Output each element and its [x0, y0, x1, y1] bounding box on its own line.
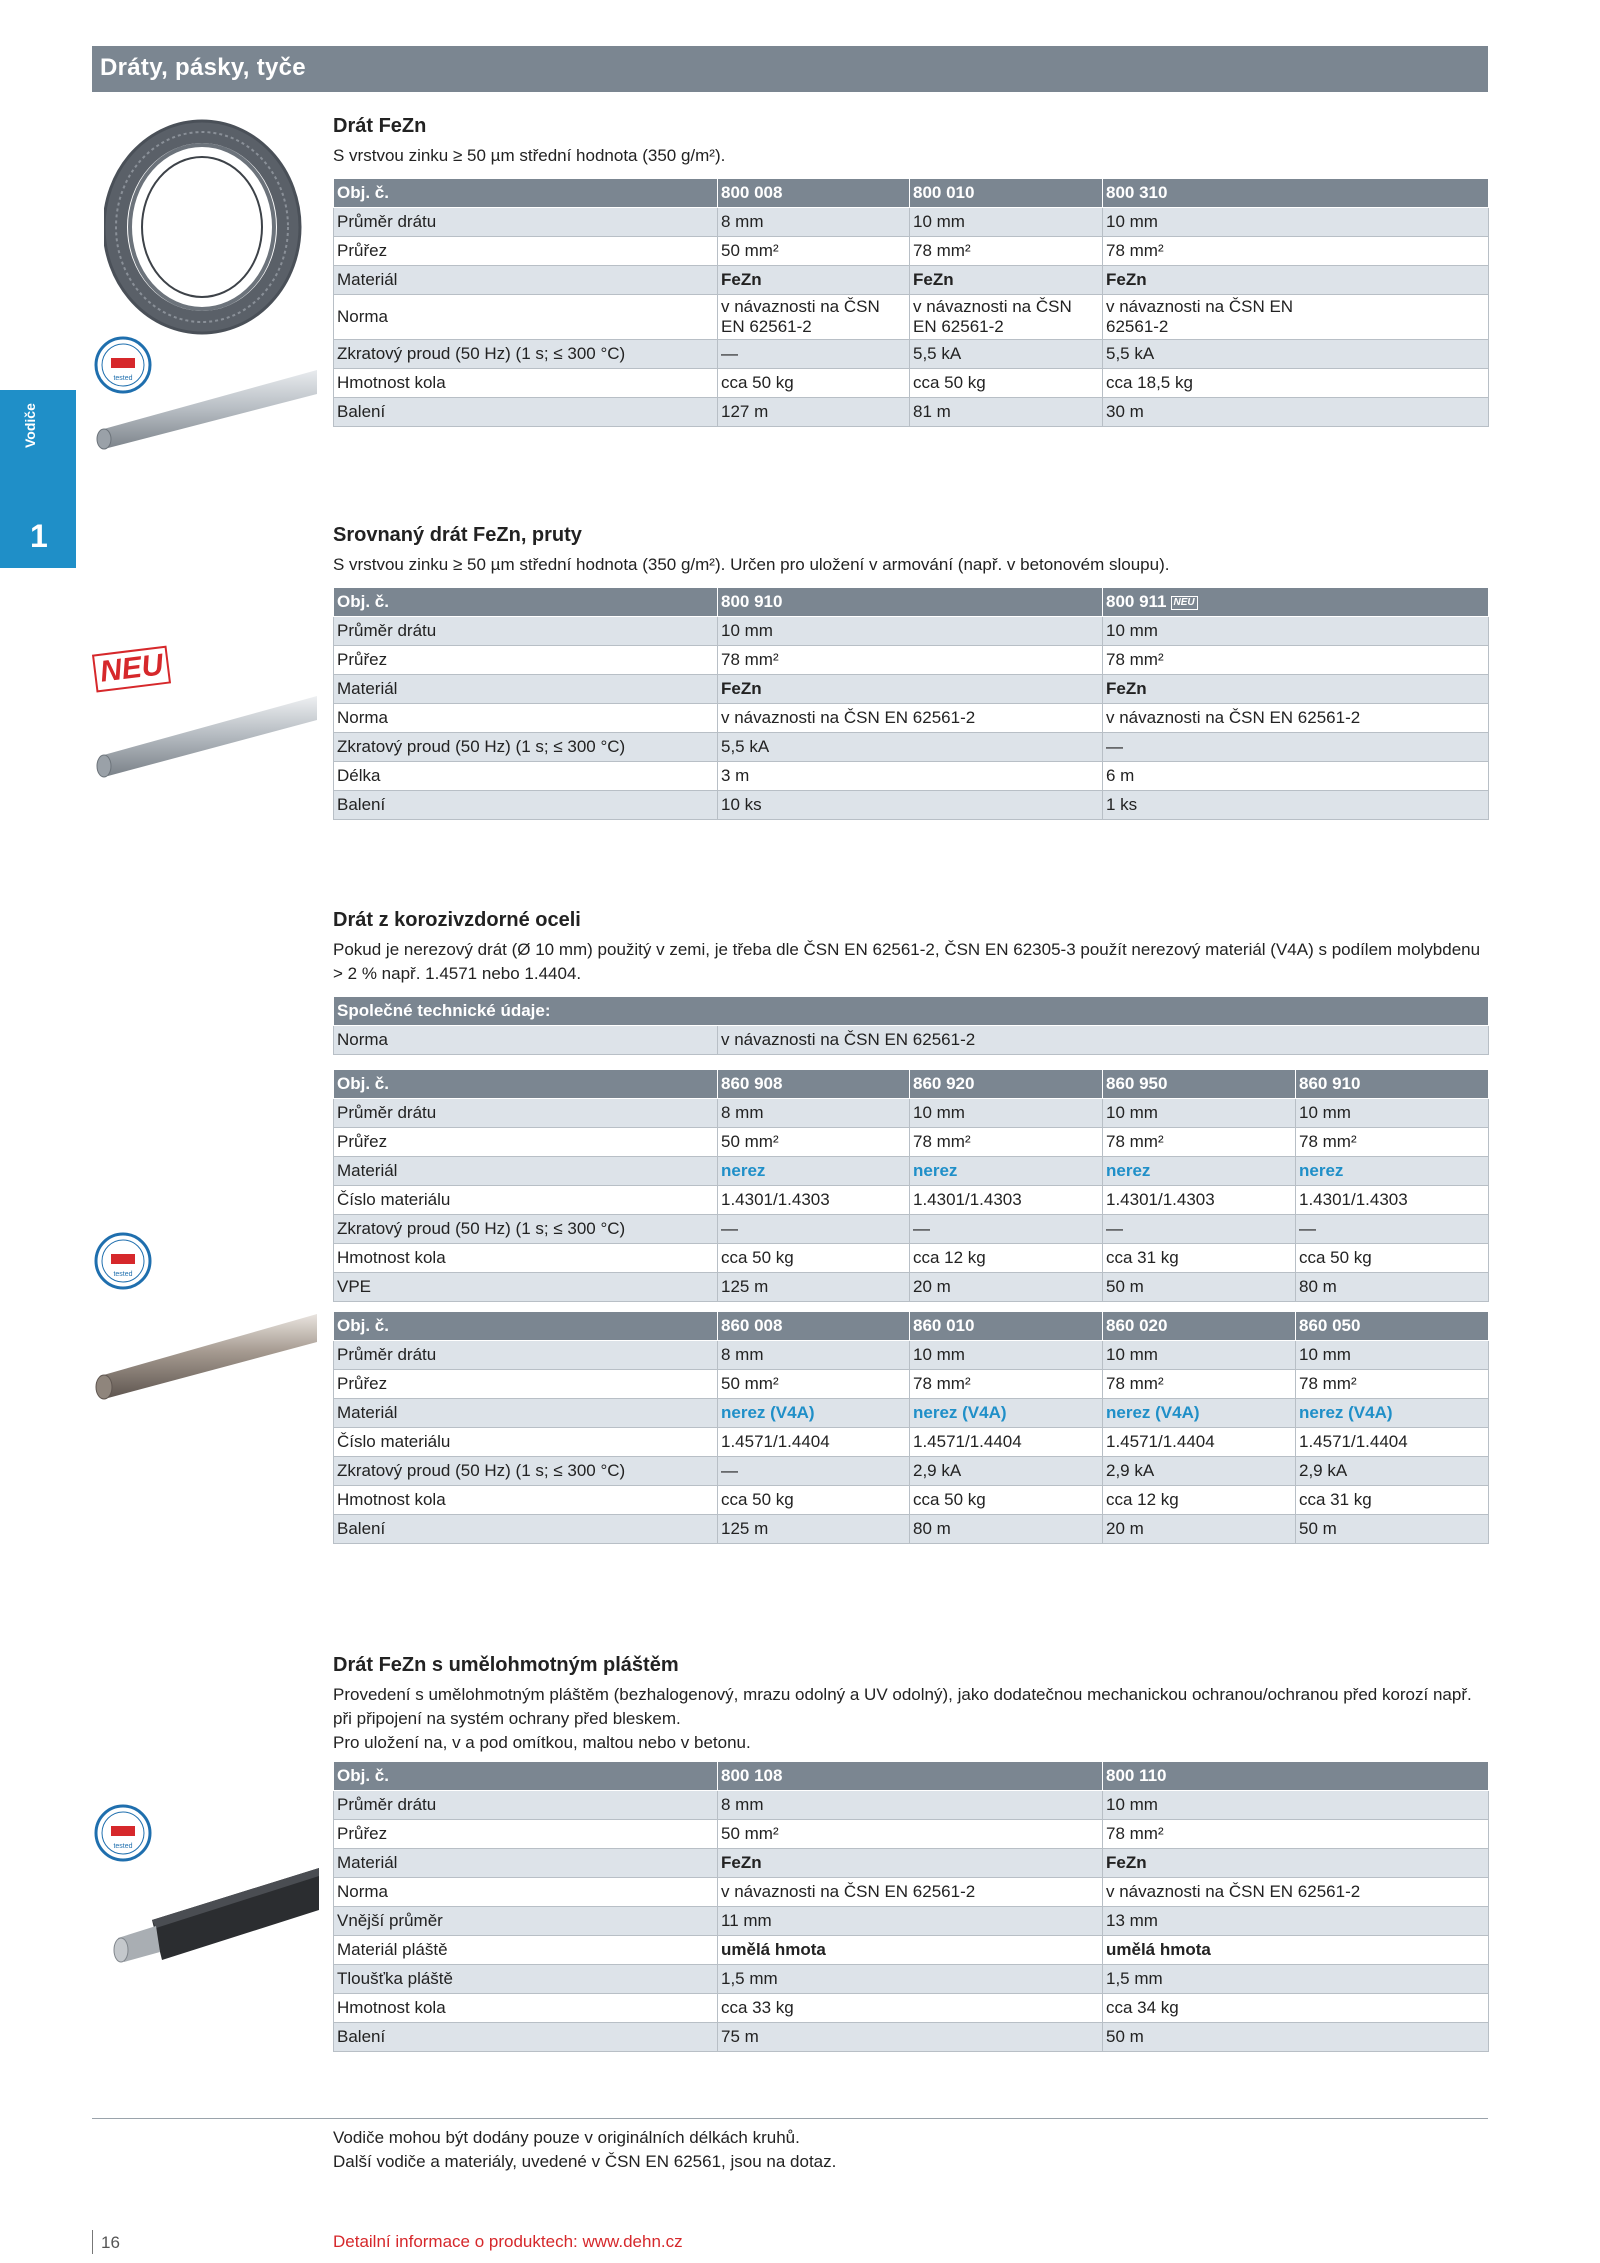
- table-cell: 125 m: [718, 1273, 910, 1302]
- table-row: [334, 295, 1489, 340]
- table-header-row: [334, 997, 1489, 1026]
- tested-badge-text: tested: [113, 1271, 133, 1278]
- table-cell: 78 mm²: [1103, 237, 1489, 266]
- tested-badge-text: tested: [113, 1843, 133, 1850]
- table-row: [334, 1215, 1489, 1244]
- table-row: [334, 675, 1489, 704]
- table-cell: v návaznosti na ČSN EN 62561-2: [718, 295, 910, 340]
- table-cell: Obj. č.: [334, 588, 718, 617]
- table-row: [334, 1457, 1489, 1486]
- table-cell: cca 34 kg: [1103, 1994, 1489, 2023]
- table-cell: 20 m: [910, 1273, 1103, 1302]
- wire-coil-image: [104, 112, 304, 342]
- table-row: [334, 1341, 1489, 1370]
- table-row: [334, 1428, 1489, 1457]
- table-cell: 50 m: [1296, 1515, 1489, 1544]
- table-cell: cca 50 kg: [718, 369, 910, 398]
- table-cell: 78 mm²: [1103, 1820, 1489, 1849]
- table-row: [334, 1026, 1489, 1055]
- table-cell: v návaznosti na ČSN EN 62561-2: [910, 295, 1103, 340]
- table-row: [334, 2023, 1489, 2052]
- table-cell: cca 50 kg: [718, 1244, 910, 1273]
- table-cell: nerez (V4A): [1296, 1399, 1489, 1428]
- table-cell: 3 m: [718, 762, 1103, 791]
- table-cell: v návaznosti na ČSN EN 62561-2: [718, 1878, 1103, 1907]
- table-cell: nerez (V4A): [1103, 1399, 1296, 1428]
- table-row: [334, 791, 1489, 820]
- table-cell: 80 m: [1296, 1273, 1489, 1302]
- table-cell: 1.4301/1.4303: [718, 1186, 910, 1215]
- table-cell: umělá hmota: [1103, 1936, 1489, 1965]
- table-cell: 10 mm: [910, 1099, 1103, 1128]
- table-row: [334, 762, 1489, 791]
- section-heading: Drát FeZn: [333, 115, 427, 137]
- table-cell: 2,9 kA: [910, 1457, 1103, 1486]
- table-row: [334, 398, 1489, 427]
- stainless-rod-image: [92, 1296, 317, 1406]
- table-cell: nerez: [910, 1157, 1103, 1186]
- table-cell: —: [1103, 1215, 1296, 1244]
- section-description: S vrstvou zinku ≥ 50 µm střední hodnota (350 g/m²).: [333, 146, 726, 165]
- table-cell: 50 mm²: [718, 1820, 1103, 1849]
- spec-table: [333, 178, 1489, 427]
- table-cell: 1.4571/1.4404: [1296, 1428, 1489, 1457]
- table-cell: Obj. č.: [334, 1762, 718, 1791]
- table-cell: cca 12 kg: [1103, 1486, 1296, 1515]
- table-cell: Tloušťka pláště: [334, 1965, 718, 1994]
- table-cell: 50 m: [1103, 2023, 1489, 2052]
- table-row: [334, 1907, 1489, 1936]
- table-cell: 1,5 mm: [1103, 1965, 1489, 1994]
- table-row: [334, 646, 1489, 675]
- table-row: [334, 1128, 1489, 1157]
- table-cell: 10 mm: [910, 1341, 1103, 1370]
- table-cell: Norma: [334, 1878, 718, 1907]
- table-cell: —: [718, 1215, 910, 1244]
- table-cell: 10 mm: [1103, 1341, 1296, 1370]
- table-cell: 860 920: [910, 1070, 1103, 1099]
- table-cell: cca 33 kg: [718, 1994, 1103, 2023]
- table-cell: Průměr drátu: [334, 1341, 718, 1370]
- table-header-row: [334, 1070, 1489, 1099]
- chapter-label: Vodiče: [22, 403, 38, 448]
- table-cell: 78 mm²: [1103, 1128, 1296, 1157]
- table-cell: 78 mm²: [718, 646, 1103, 675]
- table-row: [334, 1849, 1489, 1878]
- table-cell: 13 mm: [1103, 1907, 1489, 1936]
- table-cell: Průměr drátu: [334, 617, 718, 646]
- table-cell: 10 mm: [1103, 1099, 1296, 1128]
- table-cell: 78 mm²: [1103, 1370, 1296, 1399]
- section-description-2: Pro uložení na, v a pod omítkou, maltou nebo v betonu.: [333, 1733, 751, 1752]
- table-cell: Společné technické údaje:: [334, 997, 1489, 1026]
- table-header-row: [334, 1312, 1489, 1341]
- table-cell: 860 950: [1103, 1070, 1296, 1099]
- table-cell: Materiál: [334, 1399, 718, 1428]
- table-cell: 2,9 kA: [1296, 1457, 1489, 1486]
- table-cell: 800 911 NEU: [1103, 588, 1489, 617]
- table-cell: —: [718, 340, 910, 369]
- table-row: [334, 1486, 1489, 1515]
- table-cell: Norma: [334, 1026, 718, 1055]
- tested-badge-icon: [94, 1232, 152, 1290]
- table-row: [334, 733, 1489, 762]
- table-cell: Balení: [334, 1515, 718, 1544]
- table-row: [334, 1965, 1489, 1994]
- table-cell: 78 mm²: [1296, 1128, 1489, 1157]
- table-cell: FeZn: [1103, 1849, 1489, 1878]
- table-cell: 800 310: [1103, 179, 1489, 208]
- table-cell: nerez: [1296, 1157, 1489, 1186]
- new-product-badge: NEU: [1171, 596, 1198, 610]
- table-cell: cca 18,5 kg: [1103, 369, 1489, 398]
- table-row: [334, 1273, 1489, 1302]
- table-cell: FeZn: [718, 266, 910, 295]
- table-cell: 1 ks: [1103, 791, 1489, 820]
- table-cell: 75 m: [718, 2023, 1103, 2052]
- table-cell: cca 50 kg: [1296, 1244, 1489, 1273]
- table-row: [334, 1370, 1489, 1399]
- coated-wire-image: [104, 1860, 319, 1970]
- page-number: 16: [92, 2230, 120, 2254]
- table-row: [334, 266, 1489, 295]
- table-cell: 1.4301/1.4303: [1296, 1186, 1489, 1215]
- table-cell: Číslo materiálu: [334, 1428, 718, 1457]
- table-cell: 78 mm²: [1296, 1370, 1489, 1399]
- table-cell: 20 m: [1103, 1515, 1296, 1544]
- table-row: [334, 237, 1489, 266]
- table-cell: 860 008: [718, 1312, 910, 1341]
- table-cell: Materiál: [334, 675, 718, 704]
- table-cell: 800 910: [718, 588, 1103, 617]
- section-heading: Drát FeZn s umělohmotným pláštěm: [333, 1654, 679, 1676]
- table-cell: 10 mm: [1103, 1791, 1489, 1820]
- table-row: [334, 1186, 1489, 1215]
- table-cell: 10 mm: [1103, 208, 1489, 237]
- footer-note-line-1: Vodiče mohou být dodány pouze v originálních délkách kruhů.: [333, 2128, 800, 2147]
- table-cell: Zkratový proud (50 Hz) (1 s; ≤ 300 °C): [334, 733, 718, 762]
- spec-table: [333, 1069, 1489, 1302]
- table-cell: 10 mm: [1296, 1099, 1489, 1128]
- table-cell: v návaznosti na ČSN EN 62561-2: [1103, 295, 1489, 340]
- table-cell: Materiál: [334, 1849, 718, 1878]
- table-cell: nerez (V4A): [910, 1399, 1103, 1428]
- section-description: Pokud je nerezový drát (Ø 10 mm) použitý v zemi, je třeba dle ČSN EN 62561-2, ČSN EN 62305-3 použít nerezový materiál (V4A) s podílem molybdenu > 2 % např. 1.4571 nebo 1.4404.: [333, 940, 1481, 983]
- table-cell: 80 m: [910, 1515, 1103, 1544]
- table-header-row: [334, 179, 1489, 208]
- section-stainless-wire: [333, 907, 1488, 1544]
- table-cell: v návaznosti na ČSN EN 62561-2: [1103, 704, 1489, 733]
- table-cell: 5,5 kA: [718, 733, 1103, 762]
- table-row: [334, 1994, 1489, 2023]
- table-row: [334, 1515, 1489, 1544]
- table-cell: Průřez: [334, 1820, 718, 1849]
- table-cell: Průřez: [334, 1370, 718, 1399]
- table-cell: Průřez: [334, 1128, 718, 1157]
- spec-table: [333, 587, 1489, 820]
- table-cell: 50 m: [1103, 1273, 1296, 1302]
- table-cell: Průměr drátu: [334, 208, 718, 237]
- table-cell: Vnější průměr: [334, 1907, 718, 1936]
- table-cell: Materiál: [334, 266, 718, 295]
- table-cell: 1.4571/1.4404: [1103, 1428, 1296, 1457]
- table-row: [334, 1157, 1489, 1186]
- product-info-link[interactable]: Detailní informace o produktech: www.dehn.cz: [333, 2232, 683, 2251]
- table-cell: 1.4301/1.4303: [1103, 1186, 1296, 1215]
- table-cell: Průměr drátu: [334, 1791, 718, 1820]
- table-cell: 5,5 kA: [910, 340, 1103, 369]
- table-row: [334, 1791, 1489, 1820]
- table-cell: 50 mm²: [718, 1370, 910, 1399]
- table-cell: 860 910: [1296, 1070, 1489, 1099]
- table-cell: 10 mm: [910, 208, 1103, 237]
- table-cell: v návaznosti na ČSN EN 62561-2: [718, 704, 1103, 733]
- table-cell: cca 50 kg: [910, 1486, 1103, 1515]
- table-cell: FeZn: [718, 1849, 1103, 1878]
- table-cell: 860 908: [718, 1070, 910, 1099]
- table-row: [334, 369, 1489, 398]
- table-cell: cca 12 kg: [910, 1244, 1103, 1273]
- table-cell: nerez: [1103, 1157, 1296, 1186]
- table-cell: Balení: [334, 791, 718, 820]
- table-cell: umělá hmota: [718, 1936, 1103, 1965]
- table-cell: 5,5 kA: [1103, 340, 1489, 369]
- table-cell: v návaznosti na ČSN EN 62561-2: [1103, 1878, 1489, 1907]
- table-row: [334, 208, 1489, 237]
- table-cell: 860 020: [1103, 1312, 1296, 1341]
- table-cell: 78 mm²: [910, 1128, 1103, 1157]
- table-cell: 127 m: [718, 398, 910, 427]
- table-cell: 2,9 kA: [1103, 1457, 1296, 1486]
- section-heading: Drát z korozivzdorné oceli: [333, 909, 581, 931]
- footer-note-line-2: Další vodiče a materiály, uvedené v ČSN EN 62561, jsou na dotaz.: [333, 2152, 837, 2171]
- table-cell: cca 50 kg: [718, 1486, 910, 1515]
- table-row: [334, 617, 1489, 646]
- table-cell: Hmotnost kola: [334, 1486, 718, 1515]
- section-description: S vrstvou zinku ≥ 50 µm střední hodnota (350 g/m²). Určen pro uložení v armování (např. v betonovém sloupu).: [333, 555, 1170, 574]
- table-cell: cca 31 kg: [1296, 1486, 1489, 1515]
- table-cell: Balení: [334, 2023, 718, 2052]
- table-row: [334, 1244, 1489, 1273]
- table-cell: Průřez: [334, 237, 718, 266]
- table-cell: v návaznosti na ČSN EN 62561-2: [718, 1026, 1489, 1055]
- table-cell: —: [1296, 1215, 1489, 1244]
- table-cell: 50 mm²: [718, 1128, 910, 1157]
- section-straight-wire: [333, 522, 1488, 820]
- table-cell: 10 mm: [1103, 617, 1489, 646]
- table-cell: Hmotnost kola: [334, 369, 718, 398]
- footer-divider: [92, 2118, 1488, 2119]
- table-cell: 6 m: [1103, 762, 1489, 791]
- table-cell: 30 m: [1103, 398, 1489, 427]
- new-product-badge: NEU: [92, 646, 171, 693]
- table-cell: 800 110: [1103, 1762, 1489, 1791]
- table-cell: VPE: [334, 1273, 718, 1302]
- table-cell: cca 50 kg: [910, 369, 1103, 398]
- table-row: [334, 1820, 1489, 1849]
- table-cell: Zkratový proud (50 Hz) (1 s; ≤ 300 °C): [334, 340, 718, 369]
- table-cell: 8 mm: [718, 1099, 910, 1128]
- table-row: [334, 704, 1489, 733]
- table-cell: 8 mm: [718, 1341, 910, 1370]
- table-cell: 1.4571/1.4404: [910, 1428, 1103, 1457]
- table-cell: 125 m: [718, 1515, 910, 1544]
- table-row: [334, 340, 1489, 369]
- table-cell: 800 008: [718, 179, 910, 208]
- table-cell: Délka: [334, 762, 718, 791]
- table-cell: —: [910, 1215, 1103, 1244]
- table-cell: Obj. č.: [334, 1312, 718, 1341]
- table-cell: 800 010: [910, 179, 1103, 208]
- table-cell: FeZn: [718, 675, 1103, 704]
- table-cell: 78 mm²: [910, 1370, 1103, 1399]
- table-cell: 78 mm²: [910, 237, 1103, 266]
- table-cell: Materiál pláště: [334, 1936, 718, 1965]
- section-coated-wire: [333, 1652, 1488, 2052]
- table-cell: 860 050: [1296, 1312, 1489, 1341]
- table-cell: Zkratový proud (50 Hz) (1 s; ≤ 300 °C): [334, 1457, 718, 1486]
- table-cell: 860 010: [910, 1312, 1103, 1341]
- table-cell: 10 mm: [1296, 1341, 1489, 1370]
- section-header: [92, 46, 1488, 92]
- table-cell: Průměr drátu: [334, 1099, 718, 1128]
- table-cell: Balení: [334, 398, 718, 427]
- table-cell: 1.4571/1.4404: [718, 1428, 910, 1457]
- section-description: Provedení s umělohmotným pláštěm (bezhalogenový, mrazu odolný a UV odolný), jako dodatečnou mechanickou ochranou/ochranou před korozí např. při připojení na systém ochrany před bleskem.: [333, 1685, 1472, 1728]
- table-cell: Norma: [334, 704, 718, 733]
- table-header-row: [334, 588, 1489, 617]
- straight-rod-image: [92, 676, 317, 786]
- table-cell: Zkratový proud (50 Hz) (1 s; ≤ 300 °C): [334, 1215, 718, 1244]
- chapter-tab: [0, 390, 76, 568]
- table-cell: 78 mm²: [1103, 646, 1489, 675]
- common-spec-table: [333, 996, 1489, 1055]
- table-cell: Hmotnost kola: [334, 1994, 718, 2023]
- section-fezn-wire: [333, 113, 1488, 427]
- table-cell: 8 mm: [718, 208, 910, 237]
- table-cell: 81 m: [910, 398, 1103, 427]
- section-title: Dráty, pásky, tyče: [100, 54, 306, 81]
- table-cell: 1.4301/1.4303: [910, 1186, 1103, 1215]
- table-row: [334, 1399, 1489, 1428]
- table-cell: cca 31 kg: [1103, 1244, 1296, 1273]
- table-row: [334, 1878, 1489, 1907]
- table-cell: —: [1103, 733, 1489, 762]
- table-cell: Norma: [334, 295, 718, 340]
- table-cell: nerez (V4A): [718, 1399, 910, 1428]
- footer-note: [333, 2126, 836, 2174]
- table-row: [334, 1099, 1489, 1128]
- table-cell: FeZn: [1103, 266, 1489, 295]
- table-cell: 50 mm²: [718, 237, 910, 266]
- section-heading: Srovnaný drát FeZn, pruty: [333, 524, 582, 546]
- table-cell: 1,5 mm: [718, 1965, 1103, 1994]
- table-cell: —: [718, 1457, 910, 1486]
- tested-badge-icon: [94, 1804, 152, 1862]
- table-header-row: [334, 1762, 1489, 1791]
- table-cell: Číslo materiálu: [334, 1186, 718, 1215]
- table-cell: Průřez: [334, 646, 718, 675]
- spec-table: [333, 1311, 1489, 1544]
- table-cell: Obj. č.: [334, 179, 718, 208]
- table-cell: 10 ks: [718, 791, 1103, 820]
- table-row: [334, 1936, 1489, 1965]
- table-cell: FeZn: [910, 266, 1103, 295]
- table-cell: nerez: [718, 1157, 910, 1186]
- chapter-number: 1: [30, 518, 48, 554]
- table-cell: Obj. č.: [334, 1070, 718, 1099]
- table-cell: Hmotnost kola: [334, 1244, 718, 1273]
- table-cell: 8 mm: [718, 1791, 1103, 1820]
- table-cell: FeZn: [1103, 675, 1489, 704]
- table-cell: 10 mm: [718, 617, 1103, 646]
- table-cell: 800 108: [718, 1762, 1103, 1791]
- spec-table: [333, 1761, 1489, 2052]
- galvanized-rod-image: [92, 360, 317, 450]
- tested-badge-text: tested: [113, 375, 133, 382]
- table-cell: 11 mm: [718, 1907, 1103, 1936]
- table-cell: Materiál: [334, 1157, 718, 1186]
